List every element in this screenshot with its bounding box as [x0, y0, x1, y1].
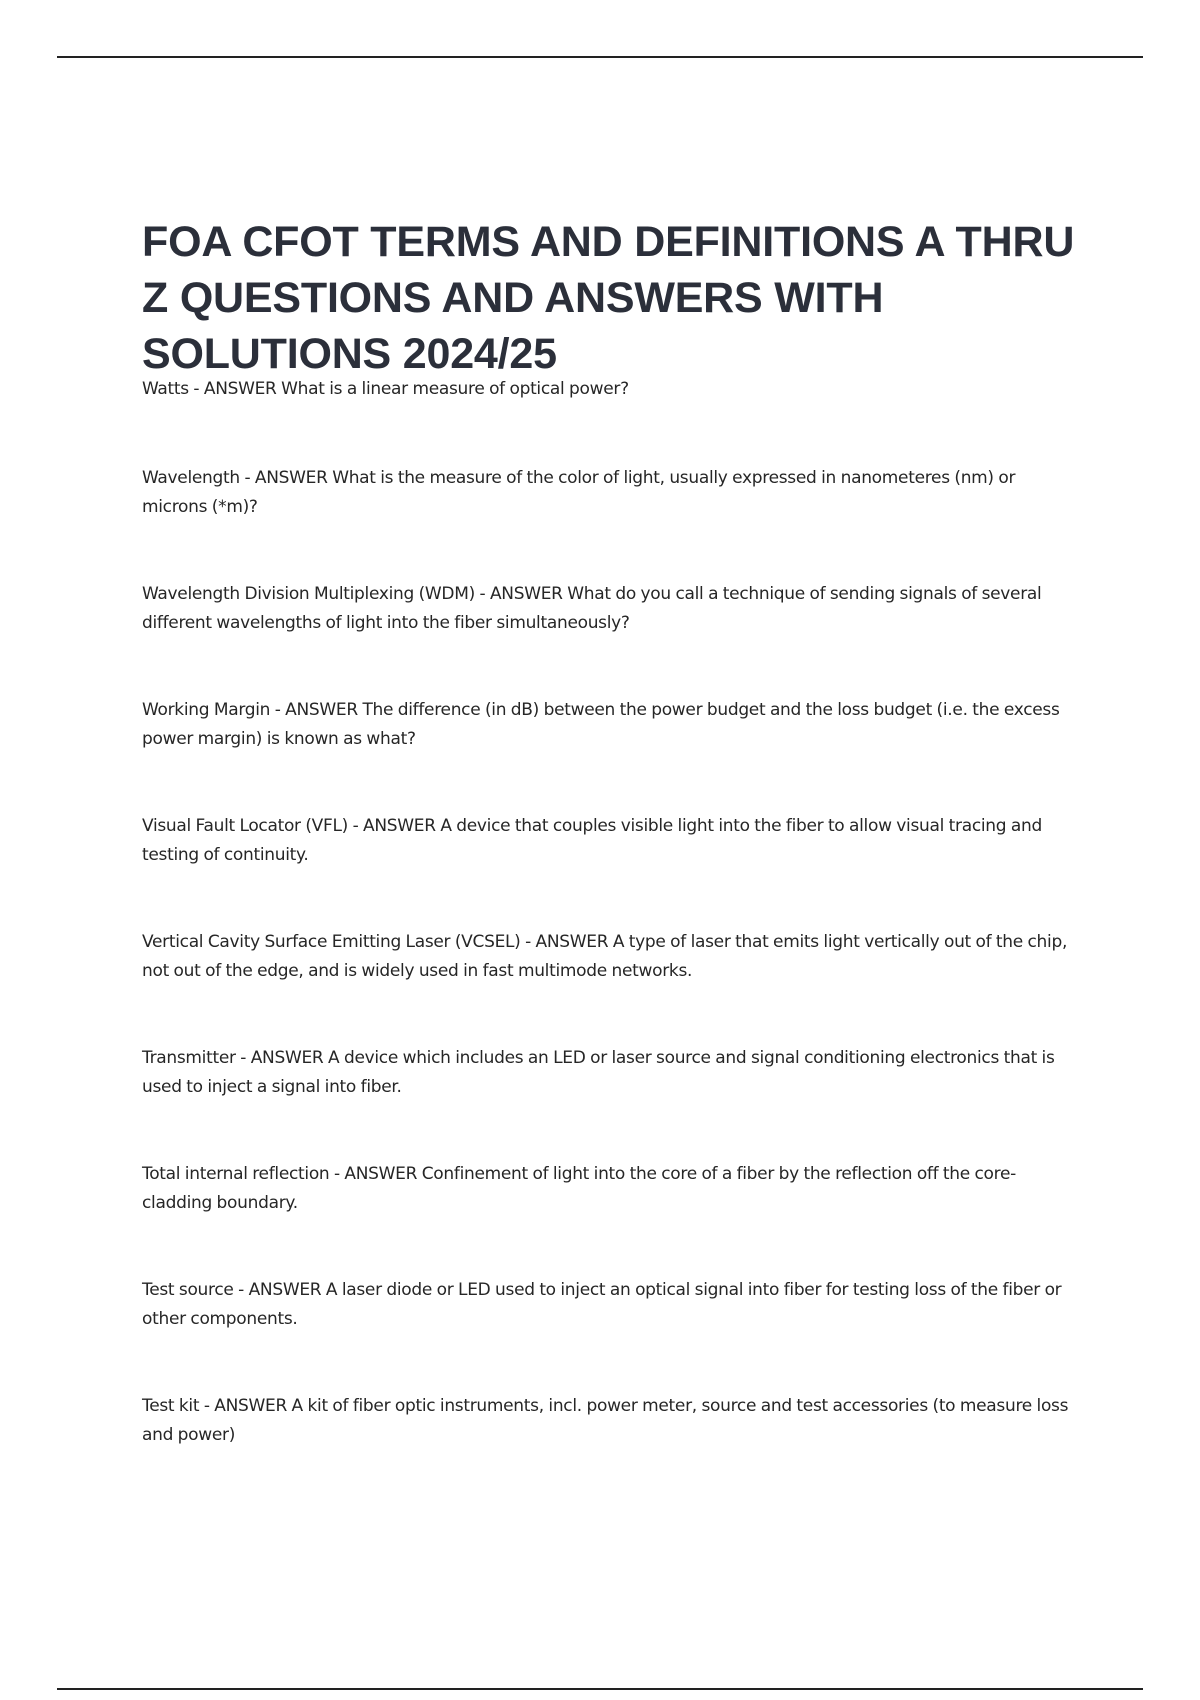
document-title: FOA CFOT TERMS AND DEFINITIONS A THRU Z QUESTIONS AND ANSWERS WITH SOLUTIONS 2024/25 [142, 218, 1075, 378]
qa-entry-working-margin: Working Margin - ANSWER The difference (in dB) between the power budget and the loss budget (i.e. the excess power margin) is known as what? [142, 700, 1060, 749]
qa-entry-vfl: Visual Fault Locator (VFL) - ANSWER A device that couples visible light into the fiber to allow visual tracing and testing of continuity. [142, 816, 1042, 865]
qa-entry-test-kit: Test kit - ANSWER A kit of fiber optic instruments, incl. power meter, source and test accessories (to measure loss and power) [142, 1396, 1069, 1445]
qa-list [142, 375, 1082, 1508]
qa-entry-wavelength: Wavelength - ANSWER What is the measure of the color of light, usually expressed in nanometeres (nm) or microns (*m)? [142, 468, 1016, 517]
qa-entry-watts: Watts - ANSWER What is a linear measure of optical power? [142, 379, 629, 399]
qa-entry-total-internal-reflection: Total internal reflection - ANSWER Confinement of light into the core of a fiber by the reflection off the core-cladding boundary. [142, 1164, 1016, 1213]
qa-entry-vcsel: Vertical Cavity Surface Emitting Laser (VCSEL) - ANSWER A type of laser that emits light vertically out of the chip, not out of the edge, and is widely used in fast multimode networks. [142, 932, 1068, 981]
qa-entry-test-source: Test source - ANSWER A laser diode or LED used to inject an optical signal into fiber for testing loss of the fiber or other components. [142, 1280, 1062, 1329]
top-rule [57, 56, 1143, 58]
qa-entry-transmitter: Transmitter - ANSWER A device which includes an LED or laser source and signal conditioning electronics that is used to inject a signal into fiber. [142, 1048, 1055, 1097]
bottom-rule [57, 1688, 1143, 1690]
qa-entry-wdm: Wavelength Division Multiplexing (WDM) - ANSWER What do you call a technique of sending signals of several different wavelengths of light into the fiber simultaneously? [142, 584, 1042, 633]
